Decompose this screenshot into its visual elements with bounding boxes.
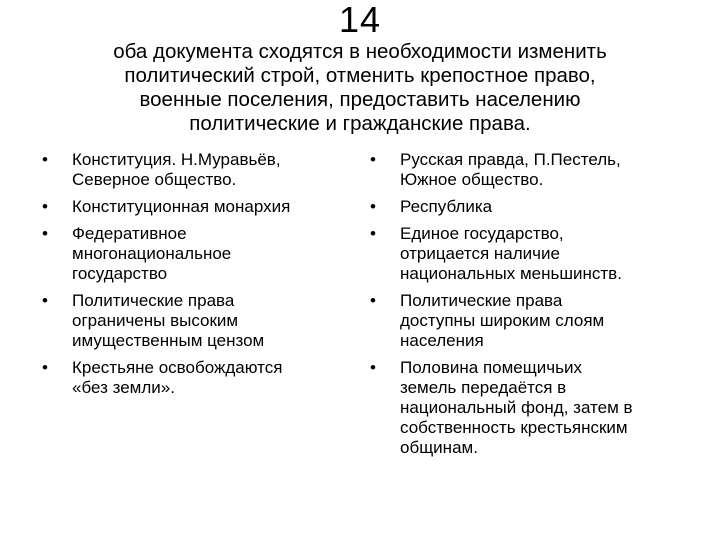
list-item-line: национальных меньшинств.: [400, 264, 622, 283]
list-item-line: Конституция. Н.Муравьёв,: [72, 150, 281, 169]
list-item-line: отрицается наличие: [400, 244, 560, 263]
list-item-line: Северное общество.: [72, 170, 237, 189]
list-item-line: Республика: [400, 197, 493, 216]
left-column-list: [42, 150, 342, 405]
list-item: [370, 197, 690, 217]
bullet-icon: •: [42, 224, 48, 243]
list-item-line: Половина помещичьих: [400, 358, 582, 377]
list-item-line: общинам.: [400, 438, 478, 457]
bullet-icon: •: [370, 291, 376, 310]
list-item-line: Политические права: [400, 291, 563, 310]
list-item-line: земель передаётся в: [400, 378, 567, 397]
list-item: [370, 224, 690, 284]
bullet-icon: •: [370, 150, 376, 169]
bullet-icon: •: [42, 291, 48, 310]
slide-number: 14: [338, 0, 382, 40]
list-item-line: многонациональное: [72, 244, 232, 263]
list-item-line: Политические права: [72, 291, 235, 310]
bullet-icon: •: [42, 358, 48, 377]
list-item-line: собственность крестьянским: [400, 418, 628, 437]
list-item-line: Крестьяне освобождаются: [72, 358, 283, 377]
list-item-line: Русская правда, П.Пестель,: [400, 150, 621, 169]
list-item-line: Конституционная монархия: [72, 197, 291, 216]
intro-line: политический строй, отменить крепостное право,: [124, 64, 596, 87]
list-item: [42, 197, 342, 217]
list-item: [42, 224, 342, 284]
intro-line: политические и гражданские права.: [189, 112, 531, 135]
list-item-line: имущественным цензом: [72, 331, 265, 350]
bullet-icon: •: [42, 197, 48, 216]
list-item-line: населения: [400, 331, 484, 350]
list-item: [370, 358, 690, 458]
intro-line: оба документа сходятся в необходимости изменить: [113, 40, 607, 63]
list-item: [42, 150, 342, 190]
list-item: [370, 291, 690, 351]
list-item-line: «без земли».: [72, 378, 175, 397]
list-item: [370, 150, 690, 190]
list-item-line: национальный фонд, затем в: [400, 398, 633, 417]
list-item: [42, 358, 342, 398]
right-column-list: [370, 150, 690, 465]
list-item-line: Южное общество.: [400, 170, 544, 189]
list-item-line: государство: [72, 264, 168, 283]
bullet-icon: •: [42, 150, 48, 169]
list-item-line: Федеративное: [72, 224, 187, 243]
intro-line: военные поселения, предоставить населению: [139, 88, 581, 111]
list-item-line: ограничены высоким: [72, 311, 239, 330]
bullet-icon: •: [370, 358, 376, 377]
list-item-line: доступны широким слоям: [400, 311, 605, 330]
list-item: [42, 291, 342, 351]
list-item-line: Единое государство,: [400, 224, 564, 243]
bullet-icon: •: [370, 224, 376, 243]
bullet-icon: •: [370, 197, 376, 216]
intro-paragraph: [50, 40, 670, 136]
